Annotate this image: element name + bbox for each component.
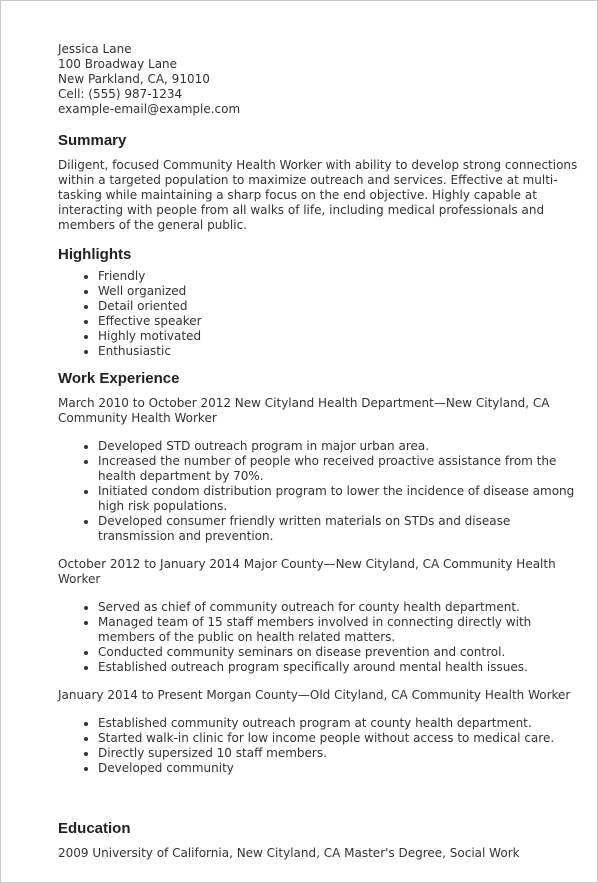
contact-city: New Parkland, CA, 91010 — [58, 72, 210, 86]
job-bullet: • Managed team of 15 staff members involved in connecting directly with members of the public on health related matters. — [98, 615, 588, 645]
job-entry — [58, 688, 588, 776]
job-entry — [58, 557, 588, 675]
job-title: March 2010 to October 2012 New Cityland Health Department—New Cityland, CA Community Health Worker — [58, 396, 550, 425]
job-bullet: • Increased the number of people who received proactive assistance from the health department by 70%. — [98, 454, 588, 484]
education-text: 2009 University of California, New Cityland, CA Master's Degree, Social Work — [58, 846, 520, 860]
highlight-item: • Effective speaker — [98, 314, 588, 329]
job-bullet: • Initiated condom distribution program to lower the incidence of disease among high risk populations. — [98, 484, 588, 514]
highlight-item: • Enthusiastic — [98, 344, 588, 359]
job-bullet: • Directly supersized 10 staff members. — [98, 746, 588, 761]
job-bullet: • Established outreach program specifically around mental health issues. — [98, 660, 588, 675]
job-bullet: • Served as chief of community outreach for county health department. — [98, 600, 588, 615]
job-bullet: • Conducted community seminars on disease prevention and control. — [98, 645, 588, 660]
highlight-item: • Well organized — [98, 284, 588, 299]
job-bullet: • Developed consumer friendly written materials on STDs and disease transmission and prevention. — [98, 514, 588, 544]
highlights-heading: Highlights — [58, 246, 132, 263]
job-bullets — [58, 716, 588, 776]
job-entry — [58, 396, 588, 544]
education-heading: Education — [58, 820, 131, 837]
contact-street: 100 Broadway Lane — [58, 57, 178, 71]
contact-email: example-email@example.com — [58, 102, 241, 116]
job-bullets — [58, 439, 588, 544]
contact-name: Jessica Lane — [58, 42, 132, 56]
highlight-item: • Highly motivated — [98, 329, 588, 344]
job-title: January 2014 to Present Morgan County—Old Cityland, CA Community Health Worker — [58, 688, 571, 702]
resume-content — [58, 42, 588, 861]
highlight-item: • Friendly — [98, 269, 588, 284]
job-bullet: • Developed community — [98, 761, 588, 776]
contact-cell: Cell: (555) 987-1234 — [58, 87, 183, 101]
job-bullet: • Developed STD outreach program in major urban area. — [98, 439, 588, 454]
highlight-item: • Detail oriented — [98, 299, 588, 314]
summary-heading: Summary — [58, 132, 127, 149]
work-heading: Work Experience — [58, 370, 180, 387]
job-bullet: • Established community outreach program at county health department. — [98, 716, 588, 731]
job-title: October 2012 to January 2014 Major County—New Cityland, CA Community Health Worker — [58, 557, 556, 586]
contact-block — [58, 42, 588, 117]
job-bullets — [58, 600, 588, 675]
highlights-list — [58, 269, 588, 359]
summary-text: Diligent, focused Community Health Worker with ability to develop strong connections within a targeted population to maximize outreach and services. Effective at multi-tasking while maintaining a sharp focus on the end objective. Highly capable at interacting with people from all walks of life, including medical professionals and members of the general public. — [58, 158, 578, 232]
job-bullet: • Started walk-in clinic for low income people without access to medical care. — [98, 731, 588, 746]
